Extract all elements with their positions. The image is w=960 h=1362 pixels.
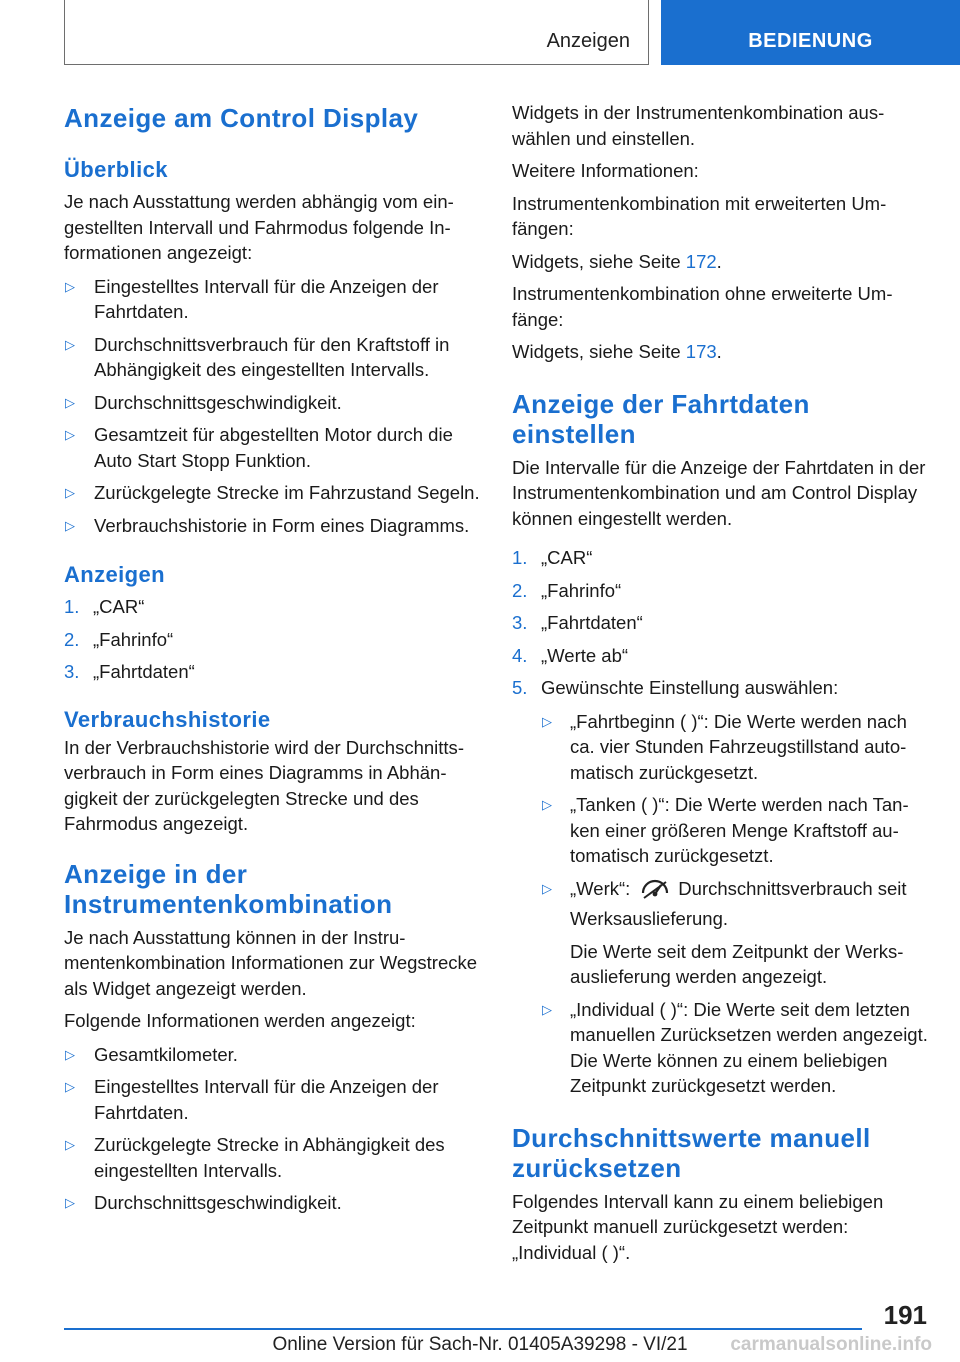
list-item: ▷ Verbrauchshistorie in Form eines Diagramms.: [64, 513, 480, 539]
widgets-reference-2: [512, 339, 932, 365]
sub-item-werk: [541, 876, 932, 990]
step-number: 2.: [64, 628, 80, 650]
step-item: [64, 659, 480, 685]
right-column: [512, 100, 932, 1265]
extended-text-1: Instrumentenkombination mit erweiterten Umfängen:: [512, 192, 887, 239]
step-text: „CAR“: [541, 547, 593, 568]
step-number: 3.: [64, 661, 80, 682]
header-section-title: Anzeigen: [546, 30, 630, 52]
heading-control-display: Anzeige am Control Display: [64, 103, 419, 133]
sub-item-fahrtbeginn: ▷ „Fahrtbeginn ( )“: Die Werte werden nach ca. vier Stunden Fahrzeugstillstand automatisch zurückgesetzt.: [541, 709, 932, 786]
list-item: ▷ Durchschnittsgeschwindigkeit.: [64, 1190, 480, 1216]
list-item: ▷ Gesamtzeit für abgestellten Motor durch die Auto Start Stopp Funktion.: [64, 422, 480, 473]
widgets-reference-1: [512, 249, 932, 275]
anzeigen-steps: [64, 594, 480, 685]
widgets-text: Widgets in der Instrumentenkombination auswählen und einstellen.: [512, 102, 885, 149]
werk-extra-text: Die Werte seit dem Zeitpunkt der Werksauslieferung werden angezeigt.: [570, 940, 904, 987]
settings-sub-list: [541, 709, 932, 1099]
step-item: [512, 643, 932, 669]
reference-text: Widgets, siehe Seite: [512, 341, 686, 362]
werk-label: „Werk“:: [570, 877, 631, 899]
left-column: [64, 100, 480, 1216]
step-text: „CAR“: [93, 596, 145, 617]
heading-history: Verbrauchshistorie: [64, 706, 271, 732]
page-number: 191: [883, 1300, 927, 1330]
sub-item-tanken: ▷ „Tanken ( )“: Die Werte werden nach Tanken einer größeren Menge Kraftstoff automatisch zurückgesetzt.: [541, 792, 932, 869]
sub-item-individual: ▷ „Individual ( )“: Die Werte seit dem letzten manuellen Zurücksetzen werden angezeigt. Die Werte können zu einem beliebigen Zeitpunkt zurückgesetzt werden.: [541, 997, 932, 1099]
footer-online-version: Online Version für Sach-Nr. 01405A39298 - VI/21: [272, 1334, 688, 1355]
reference-period: .: [716, 341, 722, 362]
step-item: [64, 627, 480, 653]
step-text: „Fahrtdaten“: [541, 612, 643, 633]
overview-text: Je nach Ausstattung werden abhängig vom eingestellten Intervall und Fahrmodus folgende Informationen angezeigt:: [64, 191, 454, 263]
step-number: 2.: [512, 579, 528, 601]
step-item: [512, 675, 932, 1099]
fuel-consumption-icon: [640, 878, 670, 907]
more-info-label: Weitere Informationen:: [512, 160, 699, 181]
header-chapter-tab: [661, 0, 960, 65]
heading-anzeigen: Anzeigen: [64, 562, 165, 587]
step-item: [512, 610, 932, 636]
list-item: ▷ Durchschnittsgeschwindigkeit.: [64, 390, 480, 416]
step-number: 3.: [512, 612, 528, 633]
overview-list: [64, 274, 480, 539]
step-number: 4.: [512, 644, 528, 666]
step-text: „Fahrinfo“: [541, 579, 622, 601]
heading-instrument: Anzeige in der Instrumentenkombination: [64, 858, 393, 919]
step-text: Gewünschte Einstellung auswählen:: [541, 677, 839, 698]
instrument-list: [64, 1042, 480, 1216]
header-section-box: [64, 0, 649, 65]
reset-text: Folgendes Intervall kann zu einem beliebigen Zeitpunkt manuell zurückgesetzt werden: „Individual ( )“.: [512, 1190, 884, 1263]
heading-settings: Anzeige der Fahrtdaten einstellen: [512, 388, 810, 449]
footer-divider: [64, 1328, 862, 1330]
list-item: ▷ Durchschnittsverbrauch für den Kraftstoff in Abhängigkeit des eingestellten Intervalls.: [64, 332, 480, 383]
list-item: ▷ Zurückgelegte Strecke in Abhängigkeit des eingestellten Intervalls.: [64, 1132, 480, 1183]
step-item: [512, 545, 932, 571]
extended-text-2: Instrumentenkombination ohne erweiterte Umfänge:: [512, 283, 893, 330]
instrument-text: Je nach Ausstattung können in der Instrumentenkombination Informationen zur Wegstrecke als Widget angezeigt werden.: [64, 926, 478, 999]
list-item: ▷ Eingestelltes Intervall für die Anzeigen der Fahrtdaten.: [64, 274, 480, 325]
reference-period: .: [716, 250, 722, 272]
step-number: 1.: [64, 596, 80, 617]
header-chapter-label: BEDIENUNG: [748, 30, 873, 52]
list-item: ▷ Gesamtkilometer.: [64, 1042, 480, 1068]
step-number: 5.: [512, 677, 528, 698]
instrument-text-2: Folgende Informationen werden angezeigt:: [64, 1010, 416, 1031]
list-item: ▷ Eingestelltes Intervall für die Anzeigen der Fahrtdaten.: [64, 1074, 480, 1125]
list-item: ▷ Zurückgelegte Strecke im Fahrzustand Segeln.: [64, 480, 480, 506]
step-text: „Fahrinfo“: [93, 628, 174, 650]
step-item: [512, 578, 932, 604]
page-link-173[interactable]: 173: [685, 341, 717, 362]
step-number: 1.: [512, 547, 528, 568]
step-text: „Fahrtdaten“: [93, 661, 195, 682]
heading-reset: Durchschnittswerte manuell zurücksetzen: [512, 1122, 871, 1183]
watermark: carmanualsonline.info: [730, 1334, 932, 1355]
settings-steps: [512, 545, 932, 1099]
step-text: „Werte ab“: [541, 644, 629, 666]
heading-overview: Überblick: [64, 157, 168, 182]
page-link-172[interactable]: 172: [685, 250, 717, 272]
reference-text: Widgets, siehe Seite: [512, 250, 686, 272]
history-text: In der Verbrauchshistorie wird der Durchschnittsverbrauch in Form eines Diagramms in Abhängigkeit der zurückgelegten Strecke und des Fahrmodus angezeigt.: [64, 736, 464, 834]
step-item: [64, 594, 480, 620]
settings-text: Die Intervalle für die Anzeige der Fahrtdaten in der Instrumentenkombination und am Control Display können eingestellt werden.: [512, 456, 926, 529]
werk-text: Durchschnittsverbrauch seit Werksauslieferung.: [570, 877, 907, 929]
